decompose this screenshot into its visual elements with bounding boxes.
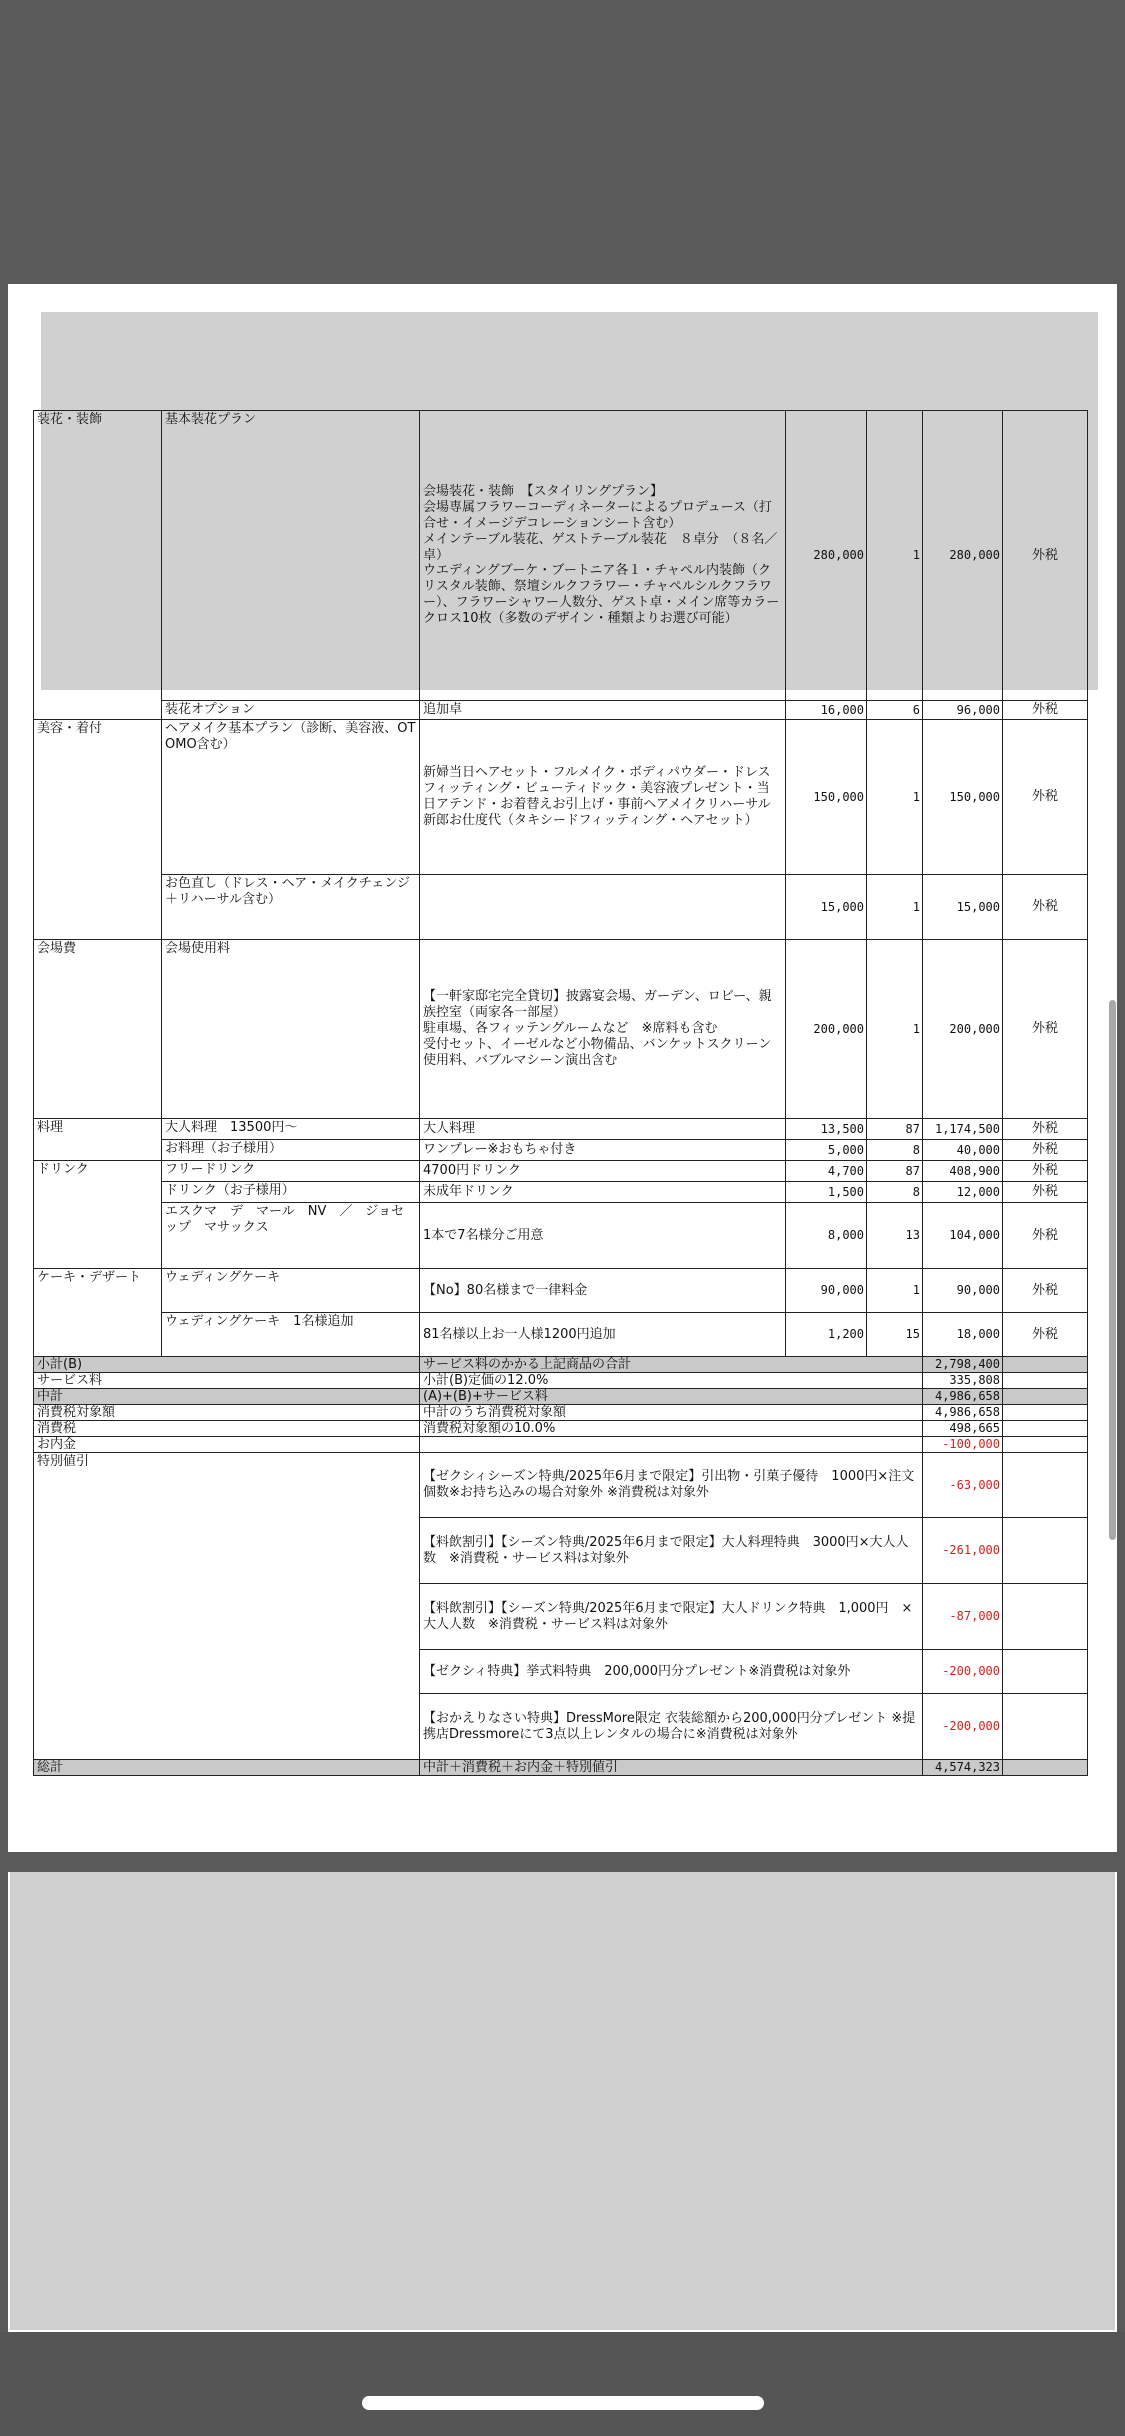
unit-price-cell: 200,000 xyxy=(786,940,867,1119)
summary-label: 小計(B) xyxy=(34,1357,420,1373)
item-desc-cell: 【一軒家邸宅完全貸切】披露宴会場、ガーデン、ロビー、親族控室（両家各一部屋） 駐車場、各フィッテングルームなど ※席料も含む 受付セット、イーゼルなど小物備品、バンケットスクリーン使用料、バブルマシーン演出含む xyxy=(420,940,786,1119)
item-name-cell: ウェディングケーキ 1名様追加 xyxy=(162,1313,420,1357)
item-desc-cell: 4700円ドリンク xyxy=(420,1161,786,1182)
middle-total-row xyxy=(34,1389,1088,1405)
qty-cell: 1 xyxy=(867,1269,923,1313)
tax-type-cell: 外税 xyxy=(1003,1269,1088,1313)
summary-label: 消費税 xyxy=(34,1421,420,1437)
tax-type-cell: 外税 xyxy=(1003,1140,1088,1161)
item-name-cell: フリードリンク xyxy=(162,1161,420,1182)
item-name-cell: ヘアメイク基本プラン（診断、美容液、OTOMO含む） xyxy=(162,720,420,875)
amount-cell: 280,000 xyxy=(923,411,1003,701)
summary-amount: 4,986,658 xyxy=(923,1405,1003,1421)
amount-cell: 18,000 xyxy=(923,1313,1003,1357)
unit-price-cell: 4,700 xyxy=(786,1161,867,1182)
category-cell: 料理 xyxy=(34,1119,162,1161)
item-desc-cell: 会場装花・装飾 【スタイリングプラン】 会場専属フラワーコーディネーターによるプロデュース（打合せ・イメージデコレーションシート含む） メインテーブル装花、ゲストテーブル装花 ８卓分 （８名／卓） ウエディングブーケ・ブートニア各１・チャペル内装飾（クリスタル装飾、祭壇シルクフラワー・チャペルシルクフラワー）、フラワーシャワー人数分、ゲスト卓・メイン席等カラークロス10枚（多数のデザイン・種類よりお選び可能） xyxy=(420,411,786,701)
redacted-footer-block xyxy=(10,1872,1115,2330)
qty-cell: 1 xyxy=(867,875,923,940)
summary-amount: 335,808 xyxy=(923,1373,1003,1389)
consumption-tax-row xyxy=(34,1421,1088,1437)
category-cell: ケーキ・デザート xyxy=(34,1269,162,1357)
amount-cell: 408,900 xyxy=(923,1161,1003,1182)
tax-type-cell: 外税 xyxy=(1003,1182,1088,1203)
item-name-cell: お料理（お子様用） xyxy=(162,1140,420,1161)
qty-cell: 13 xyxy=(867,1203,923,1269)
discount-amount: -63,000 xyxy=(923,1453,1003,1518)
tax-type-cell: 外税 xyxy=(1003,940,1088,1119)
discount-amount: -87,000 xyxy=(923,1584,1003,1650)
table-row xyxy=(34,411,1088,701)
item-name-cell: 基本装花プラン xyxy=(162,411,420,701)
discount-amount: -200,000 xyxy=(923,1694,1003,1760)
table-row xyxy=(34,1161,1088,1182)
bottom-bar xyxy=(0,2332,1125,2436)
amount-cell: 96,000 xyxy=(923,701,1003,720)
scrollbar[interactable] xyxy=(1109,1000,1116,1540)
item-name-cell: 会場使用料 xyxy=(162,940,420,1119)
amount-cell: 104,000 xyxy=(923,1203,1003,1269)
tax-type-cell: 外税 xyxy=(1003,1119,1088,1140)
summary-label: 消費税対象額 xyxy=(34,1405,420,1421)
unit-price-cell: 150,000 xyxy=(786,720,867,875)
item-desc-cell: 未成年ドリンク xyxy=(420,1182,786,1203)
unit-price-cell: 280,000 xyxy=(786,411,867,701)
unit-price-cell: 90,000 xyxy=(786,1269,867,1313)
qty-cell: 8 xyxy=(867,1140,923,1161)
discount-desc: 【ゼクシィ特典】挙式料特典 200,000円分プレゼント※消費税は対象外 xyxy=(420,1650,923,1694)
table-row xyxy=(34,720,1088,875)
table-row xyxy=(34,1182,1088,1203)
tax-type-cell: 外税 xyxy=(1003,411,1088,701)
amount-cell: 12,000 xyxy=(923,1182,1003,1203)
summary-label: 総計 xyxy=(34,1760,420,1776)
qty-cell: 1 xyxy=(867,411,923,701)
table-row xyxy=(34,875,1088,940)
amount-cell: 150,000 xyxy=(923,720,1003,875)
category-cell: 美容・着付 xyxy=(34,720,162,940)
amount-cell: 40,000 xyxy=(923,1140,1003,1161)
amount-cell: 90,000 xyxy=(923,1269,1003,1313)
qty-cell: 1 xyxy=(867,940,923,1119)
tax-type-cell: 外税 xyxy=(1003,1161,1088,1182)
item-desc-cell: ワンプレー※おもちゃ付き xyxy=(420,1140,786,1161)
item-name-cell: エスクマ デ マール NV ／ ジョセップ マサックス xyxy=(162,1203,420,1269)
discount-desc: 【おかえりなさい特典】DressMore限定 衣装総額から200,000円分プレゼント ※提携店Dressmoreにて3点以上レンタルの場合に※消費税は対象外 xyxy=(420,1694,923,1760)
discount-amount: -261,000 xyxy=(923,1518,1003,1584)
item-desc-cell xyxy=(420,875,786,940)
tax-type-cell: 外税 xyxy=(1003,720,1088,875)
grand-total-row xyxy=(34,1760,1088,1776)
summary-amount: -100,000 xyxy=(923,1437,1003,1453)
unit-price-cell: 15,000 xyxy=(786,875,867,940)
summary-desc: 中計＋消費税＋お内金＋特別値引 xyxy=(420,1760,923,1776)
summary-label: お内金 xyxy=(34,1437,420,1453)
item-name-cell: 装花オプション xyxy=(162,701,420,720)
qty-cell: 6 xyxy=(867,701,923,720)
discount-desc: 【料飲割引】【シーズン特典/2025年6月まで限定】大人料理特典 3000円×大人人数 ※消費税・サービス料は対象外 xyxy=(420,1518,923,1584)
table-row xyxy=(34,1313,1088,1357)
item-name-cell: ドリンク（お子様用） xyxy=(162,1182,420,1203)
qty-cell: 8 xyxy=(867,1182,923,1203)
taxable-amount-row xyxy=(34,1405,1088,1421)
quotation-table xyxy=(33,410,1088,1776)
item-name-cell: ウェディングケーキ xyxy=(162,1269,420,1313)
summary-amount: 498,665 xyxy=(923,1421,1003,1437)
unit-price-cell: 1,200 xyxy=(786,1313,867,1357)
item-desc-cell: 新婦当日ヘアセット・フルメイク・ボディパウダー・ドレスフィッティング・ビューティドック・美容液プレゼント・当日アテンド・お着替えお引上げ・事前ヘアメイクリハーサル 新郎お仕度代（タキシードフィッティング・ヘアセット） xyxy=(420,720,786,875)
discount-amount: -200,000 xyxy=(923,1650,1003,1694)
item-desc-cell: 大人料理 xyxy=(420,1119,786,1140)
summary-amount: 4,574,323 xyxy=(923,1760,1003,1776)
item-desc-cell: 追加卓 xyxy=(420,701,786,720)
tax-type-cell: 外税 xyxy=(1003,1203,1088,1269)
amount-cell: 1,174,500 xyxy=(923,1119,1003,1140)
qty-cell: 1 xyxy=(867,720,923,875)
amount-cell: 15,000 xyxy=(923,875,1003,940)
unit-price-cell: 16,000 xyxy=(786,701,867,720)
category-cell: 装花・装飾 xyxy=(34,411,162,720)
category-cell: 会場費 xyxy=(34,940,162,1119)
table-row xyxy=(34,1140,1088,1161)
qty-cell: 15 xyxy=(867,1313,923,1357)
tax-type-cell: 外税 xyxy=(1003,1313,1088,1357)
home-indicator-bar[interactable] xyxy=(362,2396,764,2410)
qty-cell: 87 xyxy=(867,1161,923,1182)
summary-amount: 2,798,400 xyxy=(923,1357,1003,1373)
item-desc-cell: 【No】80名様まで一律料金 xyxy=(420,1269,786,1313)
unit-price-cell: 5,000 xyxy=(786,1140,867,1161)
table-row xyxy=(34,940,1088,1119)
summary-desc: 小計(B)定価の12.0% xyxy=(420,1373,923,1389)
summary-label: サービス料 xyxy=(34,1373,420,1389)
top-bar xyxy=(0,0,1125,284)
unit-price-cell: 8,000 xyxy=(786,1203,867,1269)
discount-row xyxy=(34,1453,1088,1518)
item-desc-cell: 1本で7名様分ご用意 xyxy=(420,1203,786,1269)
item-name-cell: お色直し（ドレス・ヘア・メイクチェンジ＋リハーサル含む） xyxy=(162,875,420,940)
table-row xyxy=(34,1269,1088,1313)
discount-desc: 【料飲割引】【シーズン特典/2025年6月まで限定】大人ドリンク特典 1,000円 × 大人人数 ※消費税・サービス料は対象外 xyxy=(420,1584,923,1650)
summary-desc: サービス料のかかる上記商品の合計 xyxy=(420,1357,923,1373)
summary-amount: 4,986,658 xyxy=(923,1389,1003,1405)
qty-cell: 87 xyxy=(867,1119,923,1140)
table-row xyxy=(34,701,1088,720)
unit-price-cell: 1,500 xyxy=(786,1182,867,1203)
table-row xyxy=(34,1119,1088,1140)
subtotal-row xyxy=(34,1357,1088,1373)
item-name-cell: 大人料理 13500円〜 xyxy=(162,1119,420,1140)
unit-price-cell: 13,500 xyxy=(786,1119,867,1140)
tax-type-cell: 外税 xyxy=(1003,875,1088,940)
service-charge-row xyxy=(34,1373,1088,1389)
summary-desc: 中計のうち消費税対象額 xyxy=(420,1405,923,1421)
summary-desc: (A)+(B)+サービス料 xyxy=(420,1389,923,1405)
item-desc-cell: 81名様以上お一人様1200円追加 xyxy=(420,1313,786,1357)
category-cell: ドリンク xyxy=(34,1161,162,1269)
table-row xyxy=(34,1203,1088,1269)
amount-cell: 200,000 xyxy=(923,940,1003,1119)
summary-label: 中計 xyxy=(34,1389,420,1405)
discount-desc: 【ゼクシィシーズン特典/2025年6月まで限定】引出物・引菓子優待 1000円×注文個数※お持ち込みの場合対象外 ※消費税は対象外 xyxy=(420,1453,923,1518)
deposit-row xyxy=(34,1437,1088,1453)
tax-type-cell: 外税 xyxy=(1003,701,1088,720)
summary-label: 特別値引 xyxy=(34,1453,420,1760)
summary-desc: 消費税対象額の10.0% xyxy=(420,1421,923,1437)
